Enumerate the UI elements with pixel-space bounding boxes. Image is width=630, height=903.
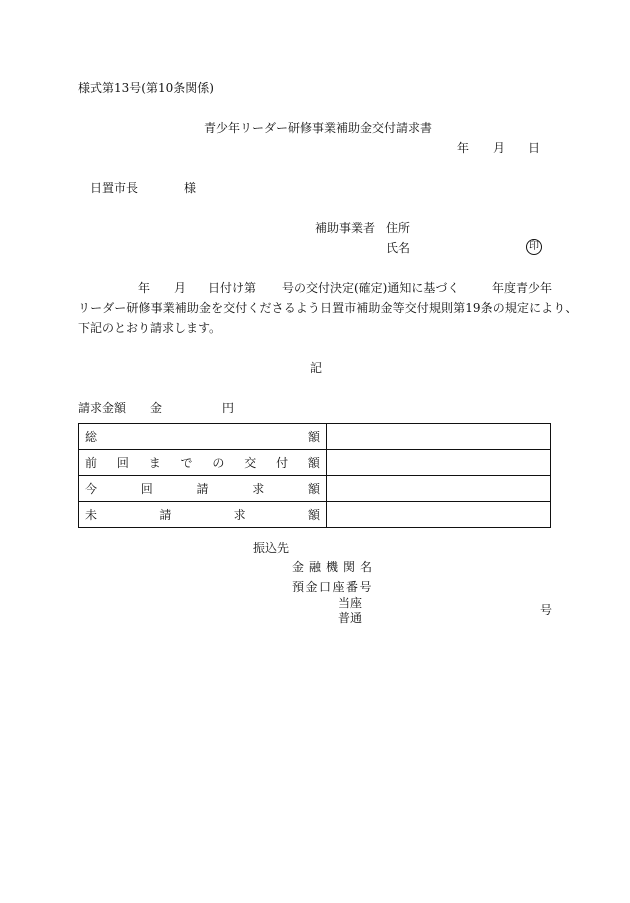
date-day: 日 xyxy=(528,141,541,155)
ki-heading: 記 xyxy=(310,361,323,375)
total-amount-field[interactable] xyxy=(327,424,551,450)
account-number-go: 号 xyxy=(540,603,553,617)
seal-icon xyxy=(526,239,542,255)
unrequested-amount-field[interactable] xyxy=(327,502,551,528)
transfer-label: 振込先 xyxy=(253,541,290,555)
body-date-no: 日付け第 xyxy=(208,281,257,295)
table-row xyxy=(79,424,551,450)
table-row xyxy=(79,450,551,476)
date-year: 年 xyxy=(457,141,470,155)
previous-amount-field[interactable] xyxy=(327,450,551,476)
account-type-current: 当座 xyxy=(338,596,363,610)
current-amount-field[interactable] xyxy=(327,476,551,502)
address-label: 住所 xyxy=(386,221,411,235)
table-label-cell xyxy=(79,502,327,528)
table-label-cell xyxy=(79,424,327,450)
account-number-label: 預金口座番号 xyxy=(292,580,374,594)
form-number: 様式第13号(第10条関係) xyxy=(78,81,214,95)
table-row xyxy=(79,476,551,502)
seal-mark: 印 xyxy=(526,239,542,255)
row-label-previous: 前 回 ま で の 交 付 額 xyxy=(85,456,320,470)
body-fiscal: 年度青少年 xyxy=(492,281,553,295)
request-amount-kin: 金 xyxy=(150,401,163,415)
date-month: 月 xyxy=(493,141,506,155)
body-line-2: リーダー研修事業補助金を交付くださるよう日置市補助金等交付規則第19条の規定により、 xyxy=(78,301,578,315)
bank-name-label: 金融機関名 xyxy=(292,560,378,574)
amount-table xyxy=(78,423,551,528)
document-title: 青少年リーダー研修事業補助金交付請求書 xyxy=(204,121,433,135)
table-label-cell xyxy=(79,450,327,476)
body-year: 年 xyxy=(138,281,151,295)
request-amount-yen: 円 xyxy=(222,401,235,415)
applicant-label: 補助事業者 xyxy=(315,221,376,235)
body-month: 月 xyxy=(174,281,187,295)
name-label: 氏名 xyxy=(386,241,411,255)
row-label-total: 総 額 xyxy=(85,430,320,444)
body-decision: 号の交付決定(確定)通知に基づく xyxy=(282,281,460,295)
body-line-3: 下記のとおり請求します。 xyxy=(78,321,222,335)
row-label-current: 今 回 請 求 額 xyxy=(85,482,320,496)
addressee-name: 日置市長 xyxy=(90,181,139,195)
request-amount-label: 請求金額 xyxy=(78,401,127,415)
account-type-ordinary: 普通 xyxy=(338,611,363,625)
table-row xyxy=(79,502,551,528)
row-label-unrequested: 未 請 求 額 xyxy=(85,508,320,522)
table-label-cell xyxy=(79,476,327,502)
addressee-honorific: 様 xyxy=(184,181,197,195)
